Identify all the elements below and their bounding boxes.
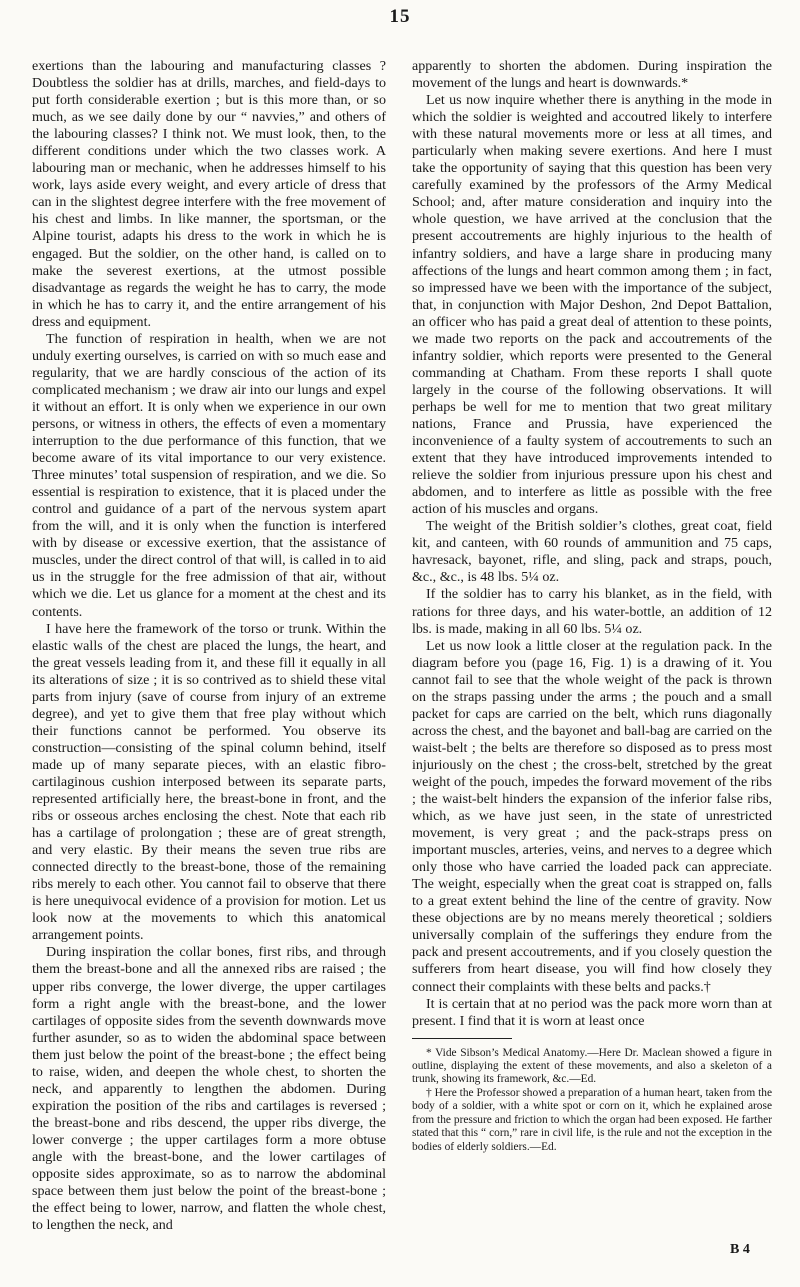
signature-mark: B 4 (730, 1242, 750, 1257)
left-column (32, 58, 386, 1234)
paragraph: I have here the framework of the torso or trunk. Within the elastic walls of the chest are placed the lungs, the heart, and the great vessels leading from it, and these fill it equally in all its alterations of size ; it is so contrived as to shield these vital parts from injury (save of course from injury of an extreme degree), and yet to give them that free play without which their functions cannot be performed. You observe its construction—consisting of the spinal column behind, itself made up of many separate pieces, with an elastic fibro-cartilaginous cushion interposed between its separate parts, represented artificially here, the breast-bone in front, and the ribs or osseous arches enclosing the chest. Note that each rib has a cartilage of prolongation ; these are of great strength, and very elastic. By their means the seven true ribs are connected directly to the breast-bone, those of the remaining ribs merely to each other. You cannot fail to observe that there is here unequivocal evidence of a provision for motion. Let us look now at the movements to which this anatomical arrangement points. (32, 620, 386, 944)
paragraph: exertions than the labouring and manufacturing classes ? Doubtless the soldier has at drills, marches, and field-days to put forth considerable exertion ; but is this more than, or so much, as we see daily done by our “ navvies,” and others of the labouring classes? I think not. We must look, then, to the different conditions under which the two classes work. A labouring man or mechanic, when he addresses himself to his work, lays aside every weight, and every article of dress that can in the slightest degree interfere with the free movement of his chest and limbs. In like manner, the sportsman, or the Alpine tourist, adapts his dress to the work in which he is engaged. But the soldier, on the other hand, is called on to make the severest exertions, at the utmost possible disadvantage as regards the weight he has to carry, the mode in which he has to carry it, and the entire arrangement of his dress and equipment. (32, 58, 386, 330)
paragraph: Let us now inquire whether there is anything in the mode in which the soldier is weighted and accoutred likely to interfere with these natural movements more or less at all times, and particularly when making severe exertions. And here I must take the opportunity of saying that this question has been very carefully examined by the professors of the Army Medical School; and, after mature consideration and inquiry into the whole question, we have arrived at the conclusion that the present accoutrements are highly injurious to the health of infantry soldiers, and have a large share in producing many affections of the lungs and heart common among them ; in fact, so impressed have we been with the importance of the subject, that, in conjunction with Major Deshon, 2nd Depot Battalion, an officer who has paid a great deal of attention to these points, we made two reports on the pack and accoutrements of the infantry soldier, which reports were presented to the General commanding at Chatham. From these reports I shall quote largely in the course of the following observations. It will perhaps be well for me to mention that two great military nations, France and Prussia, have experienced the inconvenience of a faulty system of accoutrements to such an extent that they have introduced improvements intended to relieve the soldier from injurious pressure upon his chest and abdomen, and to interfere as little as possible with the free action of his muscles and organs. (412, 92, 772, 518)
paragraph: It is certain that at no period was the pack more worn than at present. I find that it is worn at least once (412, 995, 772, 1029)
paragraph: The function of respiration in health, when we are not unduly exerting ourselves, is carried on with so much ease and regularity, that we are hardly conscious of the action of its complicated mechanism ; we draw air into our lungs and expel it without an effort. It is only when we experience in our own persons, or witness in others, the effects of even a momentary interruption to the due performance of this function, that we become aware of its vital importance to our very existence. Three minutes’ total suspension of respiration, and we die. So essential is respiration to existence, that it is placed under the control and guidance of a part of the nervous system apart from the will, and it is only when the function is interfered with by disease or excessive exertion, that the assistance of muscles, under the direct control of that will, is called in to aid us in the struggle for the free admission of that air, without which we die. Let us glance for a moment at the chest and its contents. (32, 330, 386, 620)
paragraph: Let us now look a little closer at the regulation pack. In the diagram before you (page 16, Fig. 1) is a drawing of it. You cannot fail to see that the whole weight of the pack is thrown on the straps passing under the arms ; the pouch and a small packet for caps are carried on the belt, which runs diagonally across the chest, and the bayonet and ball-bag are carried on the waist-belt ; the belts are therefore so disposed as to press most injuriously on the chest ; the cross-belt, stretched by the great weight of the pouch, impedes the forward movement of the ribs ; the waist-belt hinders the expansion of the inferior false ribs, which, as we have just seen, in the state of unrestricted movement, is very great ; and the pack-straps press on important muscles, arteries, veins, and nerves to a degree which only those who have carried the loaded pack can appreciate. The weight, especially when the great coat is strapped on, falls to a great extent behind the line of the centre of gravity. Now these objections are by no means merely theoretical ; soldiers universally complain of the sufferings they endure from the pack and present accoutrements, and if you closely question the sufferers from heart disease, you will find how closely they connect their complaints with these belts and packs.† (412, 637, 772, 995)
footnote: † Here the Professor showed a preparation of a human heart, taken from the body of a soldier, with a white spot or corn on it, which he explained arose from the pressure and friction to which the organ had been exposed. He farther stated that this “ corn,” rare in civil life, is the rule and not the exception in the bodies of elderly soldiers.—Ed. (412, 1086, 772, 1153)
paragraph: The weight of the British soldier’s clothes, great coat, field kit, and canteen, with 60 rounds of ammunition and 75 caps, havresack, bayonet, rifle, and sling, pack and straps, pouch, &c., &c., is 48 lbs. 5¼ oz. (412, 518, 772, 586)
page-number: 15 (389, 6, 411, 27)
right-column (412, 58, 772, 1154)
footnote-divider (412, 1038, 512, 1039)
paragraph: apparently to shorten the abdomen. During inspiration the movement of the lungs and heart is downwards.* (412, 58, 772, 92)
paragraph: If the soldier has to carry his blanket, as in the field, with rations for three days, and his water-bottle, an addition of 12 lbs. is made, making in all 60 lbs. 5¼ oz. (412, 586, 772, 637)
paragraph: During inspiration the collar bones, first ribs, and through them the breast-bone and all the annexed ribs are raised ; the upper ribs converge, the lower diverge, the upper cartilages form a right angle with the breast-bone, and the lower cartilages of opposite sides from the seventh downwards move further asunder, so as to widen the abdominal space between them just below the point of the breast-bone ; the effect being to raise, widen, and deepen the whole chest, to shorten the neck, and apparently to lengthen the abdomen. During expiration the position of the ribs and cartilages is reversed ; the breast-bone and ribs descend, the upper ribs diverge, the lower converge ; the upper cartilages form a more obtuse angle with the breast-bone, and the lower cartilages of opposite sides approximate, so as to narrow the abdominal space between them just below the point of the breast-bone ; the effect being to lower, narrow, and flatten the whole chest, to lengthen the neck, and (32, 944, 386, 1234)
footnote: * Vide Sibson’s Medical Anatomy.—Here Dr. Maclean showed a figure in outline, displaying the extent of these movements, and also a skeleton of a trunk, showing its framework, &c.—Ed. (412, 1046, 772, 1086)
